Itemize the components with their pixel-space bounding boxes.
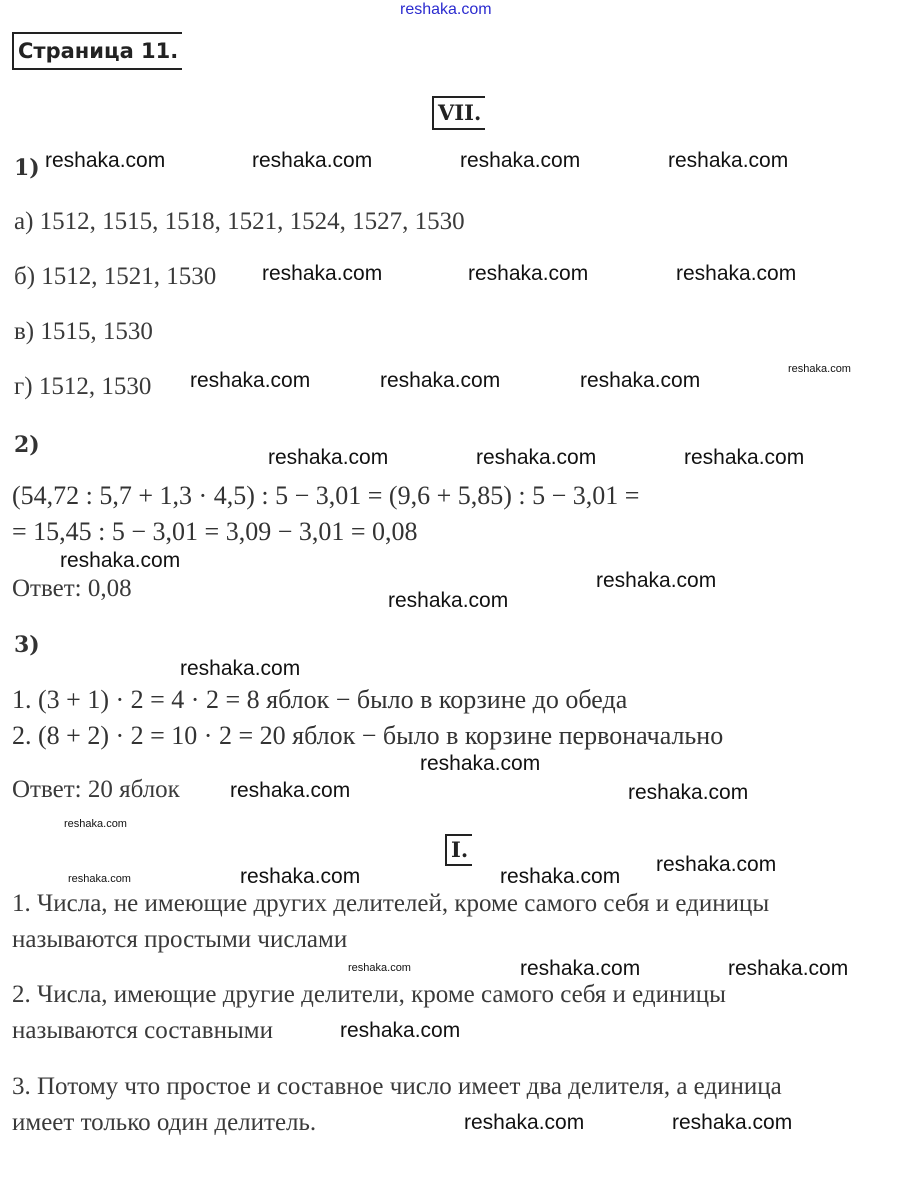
watermark: reshaka.com xyxy=(252,149,373,172)
watermark: reshaka.com xyxy=(728,957,849,980)
watermark: reshaka.com xyxy=(468,262,589,285)
watermark: reshaka.com xyxy=(380,369,501,392)
watermark: reshaka.com xyxy=(60,549,181,572)
watermark: reshaka.com xyxy=(476,446,597,469)
task-1-line-d: г) 1512, 1530 xyxy=(14,373,152,400)
watermark: reshaka.com xyxy=(240,865,361,888)
watermark: reshaka.com xyxy=(190,369,311,392)
watermark: reshaka.com xyxy=(340,1019,461,1042)
task-3-answer: Ответ: 20 яблок xyxy=(12,776,180,803)
theory-line-5: 3. Потому что простое и составное число имеет два делителя, а единица xyxy=(12,1073,782,1100)
theory-line-1: 1. Числа, не имеющие других делителей, кроме самого себя и единицы xyxy=(12,890,770,917)
watermark: reshaka.com xyxy=(68,873,131,885)
theory-line-2: называются простыми числами xyxy=(12,926,348,953)
watermark: reshaka.com xyxy=(348,962,411,974)
watermark: reshaka.com xyxy=(420,752,541,775)
watermark: reshaka.com xyxy=(788,363,851,375)
task-3-line-1: 1. (3 + 1) · 2 = 4 · 2 = 8 яблок − было в корзине до обеда xyxy=(12,685,628,714)
page-title: Страница 11. xyxy=(12,32,182,70)
task-1-line-a: а) 1512, 1515, 1518, 1521, 1524, 1527, 1530 xyxy=(14,208,465,235)
watermark: reshaka.com xyxy=(684,446,805,469)
task-2-label: 2) xyxy=(14,432,40,458)
watermark: reshaka.com xyxy=(262,262,383,285)
watermark: reshaka.com xyxy=(500,865,621,888)
task-1-label: 1) xyxy=(14,155,40,181)
task-2-line-2: = 15,45 : 5 − 3,01 = 3,09 − 3,01 = 0,08 xyxy=(12,517,418,546)
task-1-line-b: б) 1512, 1521, 1530 xyxy=(14,263,217,290)
theory-line-3: 2. Числа, имеющие другие делители, кроме самого себя и единицы xyxy=(12,981,726,1008)
watermark: reshaka.com xyxy=(656,853,777,876)
watermark: reshaka.com xyxy=(460,149,581,172)
task-3-label: 3) xyxy=(14,632,40,658)
task-3-line-2: 2. (8 + 2) · 2 = 10 · 2 = 20 яблок − было в корзине первоначально xyxy=(12,721,724,750)
theory-line-4: называются составными xyxy=(12,1017,273,1044)
watermark: reshaka.com xyxy=(464,1111,585,1134)
task-2-answer: Ответ: 0,08 xyxy=(12,575,132,602)
watermark: reshaka.com xyxy=(676,262,797,285)
site-link[interactable]: reshaka.com xyxy=(400,1,492,18)
watermark: reshaka.com xyxy=(672,1111,793,1134)
watermark: reshaka.com xyxy=(268,446,389,469)
watermark: reshaka.com xyxy=(596,569,717,592)
watermark: reshaka.com xyxy=(230,779,351,802)
watermark: reshaka.com xyxy=(628,781,749,804)
watermark: reshaka.com xyxy=(388,589,509,612)
watermark: reshaka.com xyxy=(580,369,701,392)
watermark: reshaka.com xyxy=(45,149,166,172)
task-1-line-c: в) 1515, 1530 xyxy=(14,318,153,345)
watermark: reshaka.com xyxy=(64,818,127,830)
task-2-line-1: (54,72 : 5,7 + 1,3 · 4,5) : 5 − 3,01 = (9,6 + 5,85) : 5 − 3,01 = xyxy=(12,481,640,510)
watermark: reshaka.com xyxy=(180,657,301,680)
section-title-i: I. xyxy=(445,834,472,866)
section-title-vii: VII. xyxy=(432,96,485,130)
watermark: reshaka.com xyxy=(520,957,641,980)
theory-line-6: имеет только один делитель. xyxy=(12,1109,317,1136)
watermark: reshaka.com xyxy=(668,149,789,172)
